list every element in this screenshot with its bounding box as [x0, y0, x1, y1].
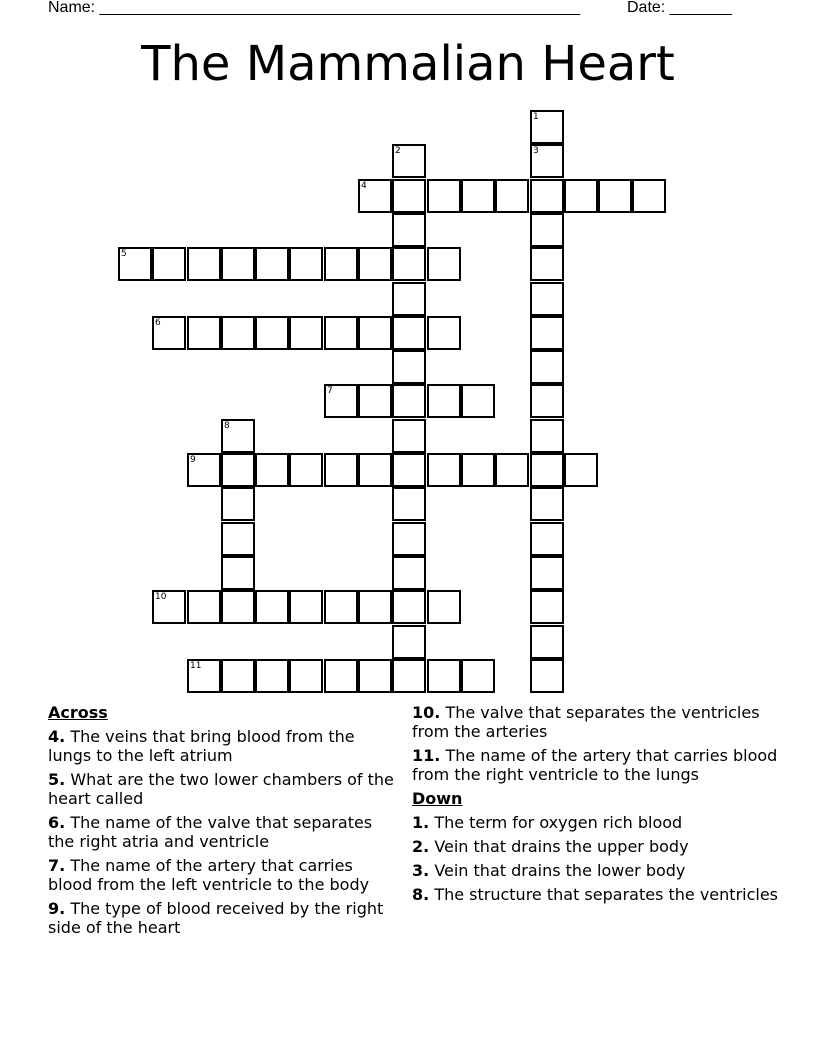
grid-cell[interactable] [530, 453, 564, 487]
clue-number-label: 1 [533, 112, 539, 122]
clue-number-label: 6 [155, 318, 161, 328]
grid-cell[interactable] [427, 179, 461, 213]
grid-cell[interactable] [255, 316, 289, 350]
grid-cell[interactable] [289, 590, 323, 624]
date-field[interactable]: Date: _______ [627, 0, 732, 16]
grid-cell[interactable] [461, 384, 495, 418]
grid-cell[interactable] [530, 110, 564, 144]
grid-cell[interactable] [530, 384, 564, 418]
grid-cell[interactable] [289, 247, 323, 281]
grid-cell[interactable] [289, 659, 323, 693]
grid-cell[interactable] [392, 522, 426, 556]
across-heading: Across [48, 703, 108, 722]
clue-number-label: 10 [155, 592, 167, 602]
clue-across-10 [412, 703, 782, 741]
grid-cell[interactable] [324, 453, 358, 487]
clue-across-4 [48, 727, 400, 765]
grid-cell[interactable] [392, 419, 426, 453]
clue-down-3 [412, 861, 782, 880]
grid-cell[interactable] [392, 384, 426, 418]
clue-number-label: 11 [190, 661, 202, 671]
grid-cell[interactable] [530, 350, 564, 384]
clue-number-label: 4 [361, 181, 367, 191]
grid-cell[interactable] [392, 247, 426, 281]
grid-cell[interactable] [530, 213, 564, 247]
down-heading: Down [412, 789, 463, 808]
grid-cell[interactable] [427, 590, 461, 624]
grid-cell[interactable] [530, 590, 564, 624]
grid-cell[interactable] [324, 659, 358, 693]
clue-text: Vein that drains the lower body [434, 861, 686, 880]
grid-cell[interactable] [392, 625, 426, 659]
clues-column-left [48, 703, 400, 942]
clue-number-label: 8 [224, 421, 230, 431]
clue-across-7 [48, 856, 400, 894]
clue-text: The name of the artery that carries blood from the right ventricle to the lungs [412, 746, 778, 784]
grid-cell[interactable] [221, 522, 255, 556]
clue-number-label: 3 [533, 146, 539, 156]
grid-cell[interactable] [461, 659, 495, 693]
grid-cell[interactable] [152, 590, 186, 624]
grid-cell[interactable] [392, 659, 426, 693]
grid-cell[interactable] [427, 453, 461, 487]
clue-across-9 [48, 899, 400, 937]
clue-number: 11. [412, 746, 441, 765]
grid-cell[interactable] [530, 144, 564, 178]
grid-cell[interactable] [392, 350, 426, 384]
grid-cell[interactable] [221, 556, 255, 590]
grid-cell[interactable] [324, 590, 358, 624]
grid-cell[interactable] [324, 316, 358, 350]
clue-text: Vein that drains the upper body [434, 837, 689, 856]
grid-cell[interactable] [152, 316, 186, 350]
grid-cell[interactable] [427, 384, 461, 418]
page-title: The Mammalian Heart [141, 36, 675, 92]
grid-cell[interactable] [598, 179, 632, 213]
grid-cell[interactable] [358, 179, 392, 213]
grid-cell[interactable] [324, 247, 358, 281]
grid-cell[interactable] [530, 179, 564, 213]
grid-cell[interactable] [187, 659, 221, 693]
clue-down-8 [412, 885, 782, 904]
grid-cell[interactable] [530, 556, 564, 590]
clue-down-1 [412, 813, 782, 832]
clue-text: The structure that separates the ventricles [434, 885, 779, 904]
grid-cell[interactable] [255, 453, 289, 487]
grid-cell[interactable] [427, 659, 461, 693]
grid-cell[interactable] [392, 316, 426, 350]
grid-cell[interactable] [392, 487, 426, 521]
grid-cell[interactable] [221, 590, 255, 624]
grid-cell[interactable] [495, 453, 529, 487]
clue-number-label: 7 [327, 386, 333, 396]
grid-cell[interactable] [255, 659, 289, 693]
grid-cell[interactable] [495, 179, 529, 213]
clue-number-label: 5 [121, 249, 127, 259]
clue-text: The veins that bring blood from the lungs to the left atrium [48, 727, 355, 765]
grid-cell[interactable] [392, 144, 426, 178]
grid-cell[interactable] [427, 247, 461, 281]
grid-cell[interactable] [221, 659, 255, 693]
clue-text: The name of the artery that carries blood from the left ventricle to the body [48, 856, 370, 894]
grid-cell[interactable] [530, 522, 564, 556]
grid-cell[interactable] [461, 453, 495, 487]
clue-text: The valve that separates the ventricles from the arteries [412, 703, 760, 741]
clue-across-6 [48, 813, 400, 851]
clue-text: What are the two lower chambers of the heart called [48, 770, 394, 808]
grid-cell[interactable] [358, 590, 392, 624]
grid-cell[interactable] [221, 453, 255, 487]
clue-text: The term for oxygen rich blood [434, 813, 683, 832]
clue-number-label: 9 [190, 455, 196, 465]
grid-cell[interactable] [358, 384, 392, 418]
grid-cell[interactable] [564, 179, 598, 213]
clue-number: 4. [48, 727, 66, 746]
grid-cell[interactable] [392, 590, 426, 624]
clue-number: 3. [412, 861, 430, 880]
grid-cell[interactable] [530, 247, 564, 281]
grid-cell[interactable] [324, 384, 358, 418]
clue-number-label: 2 [395, 146, 401, 156]
grid-cell[interactable] [255, 590, 289, 624]
grid-cell[interactable] [530, 487, 564, 521]
grid-cell[interactable] [564, 453, 598, 487]
clue-number: 9. [48, 899, 66, 918]
grid-cell[interactable] [289, 316, 323, 350]
clue-number: 10. [412, 703, 441, 722]
grid-cell[interactable] [632, 179, 666, 213]
grid-cell[interactable] [530, 282, 564, 316]
grid-cell[interactable] [427, 316, 461, 350]
grid-cell[interactable] [358, 316, 392, 350]
grid-cell[interactable] [392, 282, 426, 316]
grid-cell[interactable] [118, 247, 152, 281]
grid-cell[interactable] [255, 247, 289, 281]
grid-cell[interactable] [358, 659, 392, 693]
clue-number: 6. [48, 813, 66, 832]
clue-number: 7. [48, 856, 66, 875]
clues-column-right [412, 703, 782, 909]
clue-across-5 [48, 770, 400, 808]
grid-cell[interactable] [392, 179, 426, 213]
grid-cell[interactable] [530, 625, 564, 659]
grid-cell[interactable] [221, 316, 255, 350]
grid-cell[interactable] [187, 247, 221, 281]
clue-across-11 [412, 746, 782, 784]
grid-cell[interactable] [221, 487, 255, 521]
grid-cell[interactable] [530, 316, 564, 350]
grid-cell[interactable] [530, 659, 564, 693]
grid-cell[interactable] [187, 316, 221, 350]
grid-cell[interactable] [461, 179, 495, 213]
clue-number: 1. [412, 813, 430, 832]
grid-cell[interactable] [152, 247, 186, 281]
clue-text: The type of blood received by the right side of the heart [48, 899, 384, 937]
grid-cell[interactable] [187, 590, 221, 624]
clue-number: 2. [412, 837, 430, 856]
grid-cell[interactable] [530, 419, 564, 453]
grid-cell[interactable] [221, 419, 255, 453]
grid-cell[interactable] [358, 247, 392, 281]
clue-text: The name of the valve that separates the right atria and ventricle [48, 813, 373, 851]
grid-cell[interactable] [358, 453, 392, 487]
clue-number: 5. [48, 770, 66, 789]
clue-number: 8. [412, 885, 430, 904]
grid-cell[interactable] [392, 556, 426, 590]
grid-cell[interactable] [289, 453, 323, 487]
grid-cell[interactable] [221, 247, 255, 281]
clue-down-2 [412, 837, 782, 856]
grid-cell[interactable] [392, 453, 426, 487]
grid-cell[interactable] [392, 213, 426, 247]
grid-cell[interactable] [187, 453, 221, 487]
name-field[interactable]: Name: ______________________________________________________ [48, 0, 581, 16]
